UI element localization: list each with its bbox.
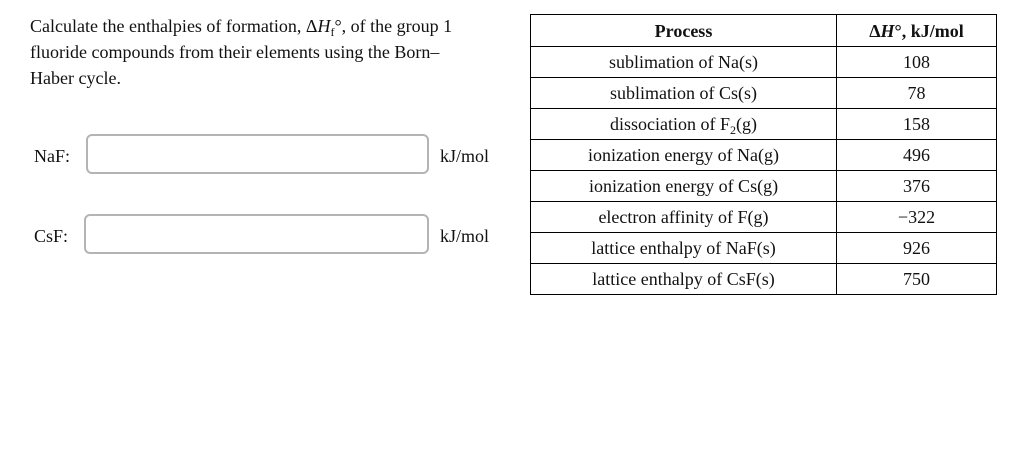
header-unit: °, kJ/mol bbox=[894, 20, 964, 41]
csf-input[interactable] bbox=[84, 214, 429, 254]
table-row bbox=[531, 47, 997, 78]
header-process: Process bbox=[531, 15, 837, 47]
process-cell: lattice enthalpy of NaF(s) bbox=[531, 233, 837, 264]
naf-unit: kJ/mol bbox=[440, 146, 490, 166]
csf-unit: kJ/mol bbox=[440, 226, 490, 246]
process-cell: ionization energy of Cs(g) bbox=[531, 171, 837, 202]
process-suffix: (g) bbox=[736, 114, 757, 134]
question-line-1 bbox=[30, 13, 510, 39]
question-line-3: Haber cycle. bbox=[30, 68, 121, 88]
table-row bbox=[531, 202, 997, 233]
question-f-subscript: f bbox=[330, 25, 335, 39]
value-cell: −322 bbox=[837, 202, 997, 233]
process-cell: sublimation of Cs(s) bbox=[531, 78, 837, 109]
question-line-1-prefix: Calculate the enthalpies of formation, Δ bbox=[30, 16, 318, 36]
table-row bbox=[531, 109, 997, 140]
value-cell: 750 bbox=[837, 264, 997, 295]
process-cell: sublimation of Na(s) bbox=[531, 47, 837, 78]
process-subscript: 2 bbox=[730, 123, 736, 137]
question-line-2: fluoride compounds from their elements using the Born– bbox=[30, 42, 440, 62]
value-cell: 376 bbox=[837, 171, 997, 202]
header-delta: Δ bbox=[869, 20, 881, 41]
header-value bbox=[837, 15, 997, 47]
value-cell: 108 bbox=[837, 47, 997, 78]
naf-answer-row bbox=[30, 134, 510, 178]
table-row bbox=[531, 264, 997, 295]
process-prefix: dissociation of F bbox=[610, 114, 730, 134]
enthalpy-data-table bbox=[530, 14, 997, 295]
value-cell: 78 bbox=[837, 78, 997, 109]
value-cell: 496 bbox=[837, 140, 997, 171]
question-line-1-suffix: °, of the group 1 bbox=[334, 16, 453, 36]
process-cell: ionization energy of Na(g) bbox=[531, 140, 837, 171]
header-h-symbol: H bbox=[880, 20, 895, 41]
question-text bbox=[30, 13, 510, 91]
process-cell: electron affinity of F(g) bbox=[531, 202, 837, 233]
csf-label: CsF: bbox=[34, 226, 69, 246]
csf-answer-row bbox=[30, 214, 510, 258]
question-h-symbol: H bbox=[317, 16, 331, 36]
table-row bbox=[531, 171, 997, 202]
table-row bbox=[531, 140, 997, 171]
naf-input[interactable] bbox=[86, 134, 429, 174]
naf-label: NaF: bbox=[34, 146, 70, 166]
process-cell: lattice enthalpy of CsF(s) bbox=[531, 264, 837, 295]
table-row bbox=[531, 233, 997, 264]
table-row bbox=[531, 78, 997, 109]
process-cell bbox=[531, 109, 837, 140]
value-cell: 158 bbox=[837, 109, 997, 140]
value-cell: 926 bbox=[837, 233, 997, 264]
table-header-row bbox=[531, 15, 997, 47]
